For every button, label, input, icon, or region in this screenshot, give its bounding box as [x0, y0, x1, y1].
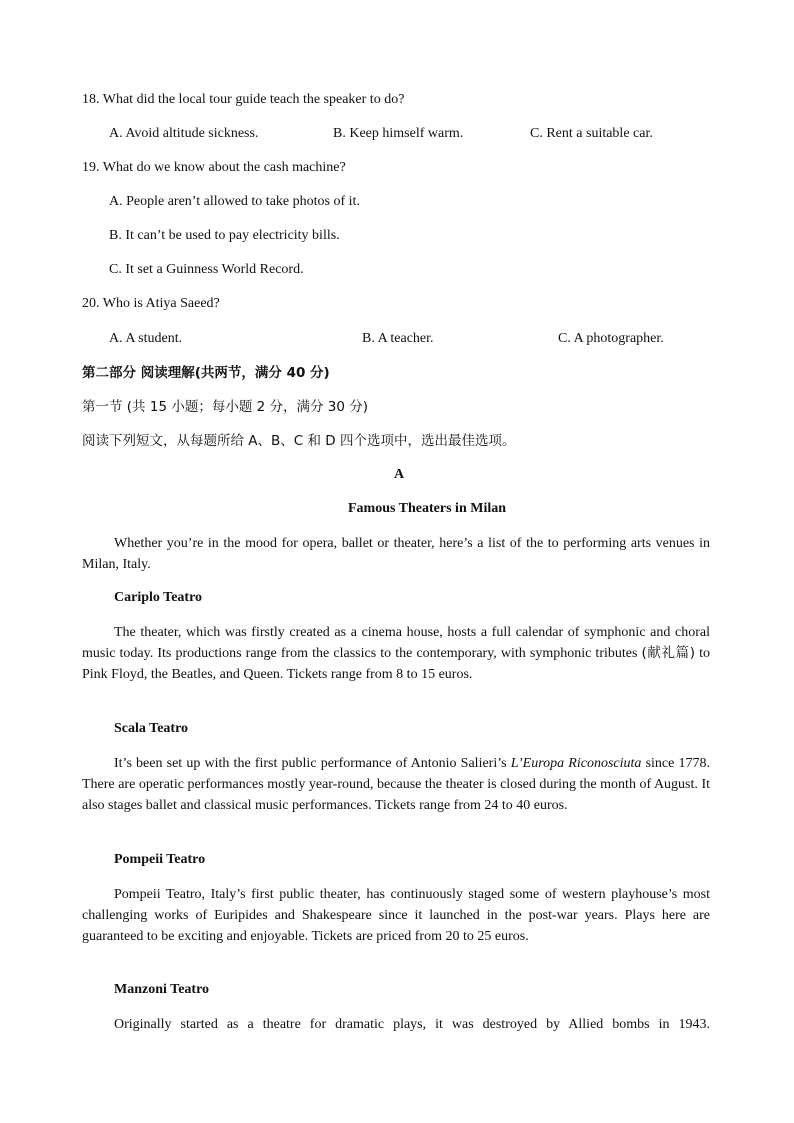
question-20-option-b: B. A teacher.	[362, 331, 434, 346]
venue-text-scala: It’s been set up with the first public performance of Antonio Salieri’s L’Europa Riconosciuta since 1778. There are operatic performances mostly year-round, because the theater is closed during the month of August. It also stages ballet and classical music performances. Tickets range from 24 to 40 euros.	[82, 756, 710, 813]
question-18-option-c: C. Rent a suitable car.	[530, 126, 653, 141]
question-20-option-a: A. A student.	[109, 331, 183, 346]
section-title: 第二部分 阅读理解(共两节，满分 40 分)	[82, 365, 330, 381]
venue-heading-scala: Scala Teatro	[114, 721, 189, 736]
question-18-option-b: B. Keep himself warm.	[333, 126, 464, 141]
question-18-stem: 18. What did the local tour guide teach the speaker to do?	[82, 92, 405, 107]
venue-heading-manzoni: Manzoni Teatro	[114, 982, 210, 997]
question-19-option-a: A. People aren’t allowed to take photos of it.	[109, 194, 360, 209]
section-instruction: 阅读下列短文，从每题所给 A、B、C 和 D 四个选项中，选出最佳选项。	[82, 433, 516, 449]
passage-intro: Whether you’re in the mood for opera, ballet or theater, here’s a list of the to performing arts venues in Milan, Italy.	[82, 536, 710, 572]
opera-title: L’Europa Riconosciuta	[510, 756, 642, 771]
question-20-option-c: C. A photographer.	[558, 331, 664, 346]
venue-text-cariplo: The theater, which was firstly created as a cinema house, hosts a full calendar of symphonic and choral music today. Its productions range from the classics to the contemporary, with symphonic tributes (献礼篇) to Pink Floyd, the Beatles, and Queen. Tickets range from 8 to 15 euros.	[82, 625, 710, 682]
question-19-option-c: C. It set a Guinness World Record.	[109, 262, 304, 277]
subsection-title: 第一节 (共 15 小题；每小题 2 分，满分 30 分)	[82, 399, 369, 415]
passage-title: Famous Theaters in Milan	[347, 501, 507, 516]
question-18-option-a: A. Avoid altitude sickness.	[109, 126, 259, 141]
venue-text-pompeii: Pompeii Teatro, Italy’s first public theater, has continuously staged some of western playhouse’s most challenging works of Euripides and Shakespeare since it launched in the post-war years. Plays here are guaranteed to be exciting and enjoyable. Tickets are priced from 20 to 25 euros.	[82, 887, 710, 944]
question-20-stem: 20. Who is Atiya Saeed?	[82, 296, 220, 311]
venue-heading-pompeii: Pompeii Teatro	[114, 852, 206, 867]
venue-text-manzoni: Originally started as a theatre for dramatic plays, it was destroyed by Allied bombs in 1943.	[114, 1017, 710, 1032]
question-19-option-b: B. It can’t be used to pay electricity bills.	[109, 228, 340, 243]
passage-label: A	[393, 467, 405, 482]
venue-heading-cariplo: Cariplo Teatro	[114, 590, 203, 605]
gloss-tributes: (献礼篇)	[641, 645, 695, 661]
question-19-stem: 19. What do we know about the cash machine?	[82, 160, 346, 175]
